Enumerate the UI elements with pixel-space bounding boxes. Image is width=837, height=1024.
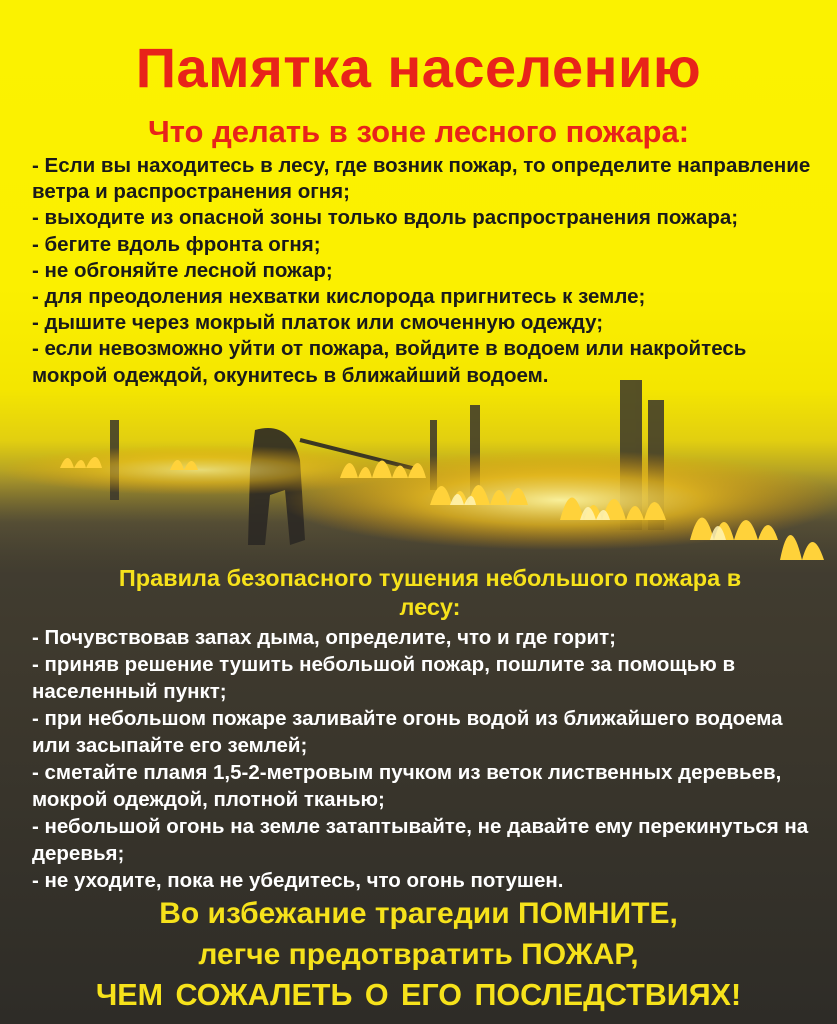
warning-line-2: легче предотвратить ПОЖАР, <box>198 938 639 971</box>
list-item: - если невозможно уйти от пожара, войдите в водоем или накройтесь мокрой одеждой, окунитесь в ближайший водоем. <box>32 337 747 387</box>
warning-line-3: ЧЕМ СОЖАЛЕТЬ О ЕГО ПОСЛЕДСТВИЯХ! <box>95 978 742 1012</box>
list-item: - сметайте пламя 1,5-2-метровым пучком из веток лиственных деревьев, мокрой одеждой, плотной тканью; <box>32 761 782 811</box>
list-item: - выходите из опасной зоны только вдоль распространения пожара; <box>32 206 739 230</box>
section1-heading: Что делать в зоне лесного пожара: <box>147 114 690 149</box>
list-item: - не обгоняйте лесной пожар; <box>32 258 333 282</box>
section1-list <box>32 153 812 389</box>
list-item: - для преодоления нехватки кислорода пригнитесь к земле; <box>32 285 646 309</box>
section2-list <box>32 624 812 894</box>
list-item: - приняв решение тушить небольшой пожар, пошлите за помощью в населенный пункт; <box>32 653 736 703</box>
list-item: - не уходите, пока не убедитесь, что огонь потушен. <box>32 869 564 892</box>
list-item: - Если вы находитесь в лесу, где возник пожар, то определите направление ветра и распространения огня; <box>32 154 811 204</box>
fire-glow-left <box>0 445 400 495</box>
list-item: - небольшой огонь на земле затаптывайте, не давайте ему перекинуться на деревья; <box>32 815 809 865</box>
list-item: - Почувствовав запах дыма, определите, что и где горит; <box>32 626 616 649</box>
section2-heading: Правила безопасного тушения небольшого пожара в лесу: <box>118 565 742 620</box>
page-title: Памятка населению <box>135 36 702 99</box>
list-item: - при небольшом пожаре заливайте огонь водой из ближайшего водоема или засыпайте его землей; <box>32 707 783 757</box>
list-item: - дышите через мокрый платок или смоченную одежду; <box>32 311 604 335</box>
list-item: - бегите вдоль фронта огня; <box>32 232 321 256</box>
warning-line-1: Во избежание трагедии ПОМНИТЕ, <box>159 897 678 930</box>
